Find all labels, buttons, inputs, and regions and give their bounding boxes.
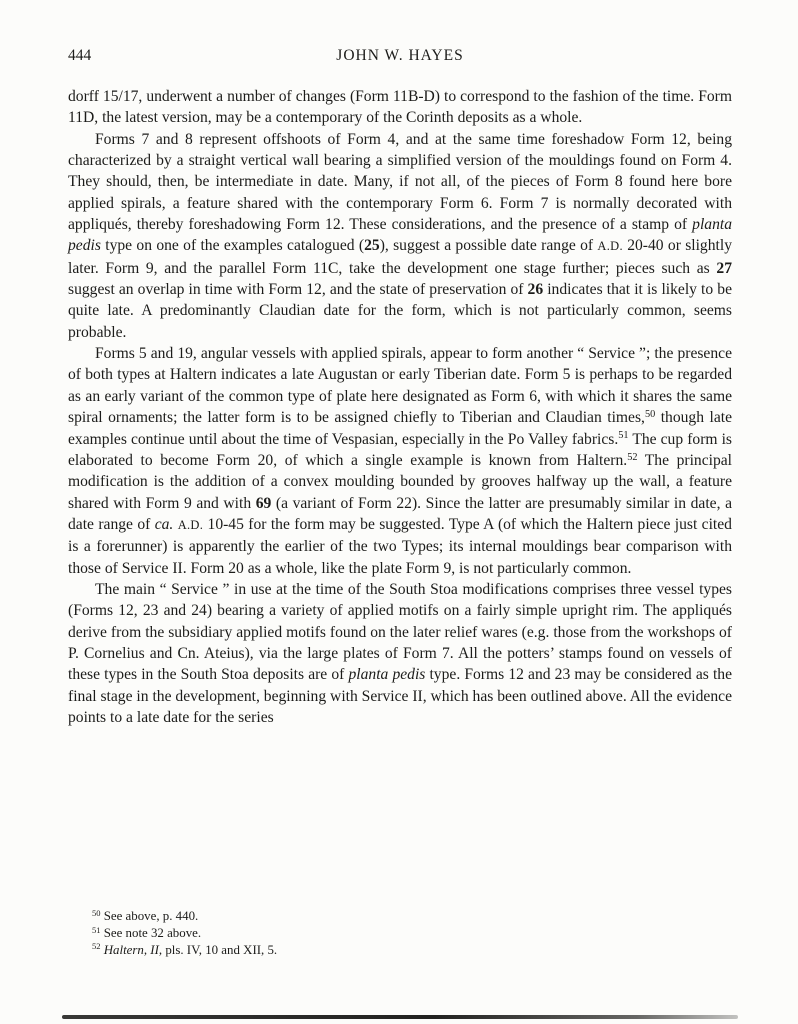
paragraph	[68, 129, 732, 343]
footnote-ref: 52	[627, 451, 638, 463]
footnote-ref: 52	[92, 941, 101, 952]
text-segment: The cup form is elaborated to become Form 20, of which a single example is known from Haltern.	[68, 430, 732, 469]
paragraph	[68, 579, 732, 728]
text-segment: A.D.	[597, 239, 623, 254]
footnote	[68, 908, 732, 925]
text-segment: A.D.	[177, 517, 204, 532]
footnotes	[68, 908, 732, 958]
text-segment: 10-45 for the form may be suggested. Type A (of which the Haltern piece just cited is a forerunner) is apparently the earlier of the two Types; its internal mouldings bear comparison with those of Service II. Form 20 as a whole, like the plate Form 9, is not particularly common.	[68, 515, 732, 577]
footnote	[68, 942, 732, 959]
text-segment: 25	[364, 237, 380, 255]
text-segment: See note 32 above.	[100, 925, 202, 940]
text-segment: indicates that it is likely to be quite late. A predominantly Claudian date for the form, which is not particularly common, seems probable.	[68, 281, 732, 341]
running-head: JOHN W. HAYES	[336, 47, 464, 64]
text-segment: (a variant of Form 22). Since the latter are presumably similar in date, a date range of	[68, 494, 733, 533]
text-segment: The principal modification is the addition of a convex moulding bounded by grooves halfway up the wall, a feature shared with Form 9 and with	[68, 451, 732, 512]
footnote	[68, 925, 732, 942]
page-header	[68, 47, 732, 69]
text-segment: Forms 5 and 19, angular vessels with applied spirals, appear to form another “ Service ”; the presence of both types at Haltern indicates a late Augustan or early Tiberian date. Form 5 is perhaps to be regarded as an early variant of the common type of plate here designated as Form 6, with which it shares the same spiral ornaments; the latter form is to be assigned chiefly to Tiberian and Claudian times,	[68, 345, 732, 427]
text-segment: See above, p. 440.	[100, 909, 199, 923]
text-segment: planta pedis	[348, 666, 426, 684]
footnote-ref: 51	[618, 430, 629, 442]
text-segment: planta pedis	[68, 216, 732, 255]
paragraph	[68, 343, 732, 579]
footnote-ref: 50	[644, 409, 656, 421]
text-segment: 27	[716, 259, 732, 277]
footnote-ref: 50	[92, 907, 101, 918]
body-paragraphs	[68, 86, 732, 728]
page-number: 444	[68, 47, 92, 64]
text-segment: 20-40 or slightly later. Form 9, and the parallel Form 11C, take the development one stage further; pieces such as	[68, 237, 732, 277]
text-segment: Haltern, II,	[103, 942, 163, 957]
scan-artifact-line	[62, 1015, 738, 1019]
text-segment: though late examples continue until about the time of Vespasian, especially in the Po Valley fabrics.	[68, 409, 733, 448]
footnote-ref: 51	[92, 924, 101, 935]
text-segment: The main “ Service ” in use at the time of the South Stoa modifications comprises three vessel types (Forms 12, 23 and 24) bearing a variety of applied motifs on a fairly simple upright rim. The appliqués derive from the subsidiary applied motifs found on the later relief wares (e.g. those from the workshops of P. Cornelius and Cn. Ateius), via the large plates of Form 7. All the potters’ stamps found on vessels of these types in the South Stoa deposits are of	[68, 580, 732, 684]
text-segment: ca.	[154, 515, 174, 533]
text-segment: ), suggest a possible date range of	[379, 237, 598, 255]
text-segment: Forms 7 and 8 represent offshoots of Form 4, and at the same time foreshadow Form 12, being characterized by a straight vertical wall bearing a simplified version of the mouldings found on Form 4. They should, then, be intermediate in date. Many, if not all, of the pieces of Form 8 found here bore applied spirals, a feature shared with the contemporary Form 6. Form 7 is normally decorated with appliqués, thereby foreshadowing Form 12. These considerations, and the presence of a stamp of	[68, 130, 732, 234]
text-segment: type on one of the examples catalogued (	[100, 237, 365, 255]
text-segment: type. Forms 12 and 23 may be considered as the final stage in the development, beginning with Service II, which has been outlined above. All the evidence points to a late date for the series	[68, 666, 732, 726]
text-segment: 26	[527, 281, 544, 299]
text-segment: pls. IV, 10 and XII, 5.	[162, 942, 278, 957]
paragraph	[68, 86, 732, 129]
text-segment: suggest an overlap in time with Form 12, and the state of preservation of	[68, 281, 528, 299]
text-segment: 69	[255, 494, 272, 512]
text-segment: dorff 15/17, underwent a number of changes (Form 11B-D) to correspond to the fashion of the time. Form 11D, the latest version, may be a contemporary of the Corinth deposits as a whole.	[68, 88, 732, 127]
